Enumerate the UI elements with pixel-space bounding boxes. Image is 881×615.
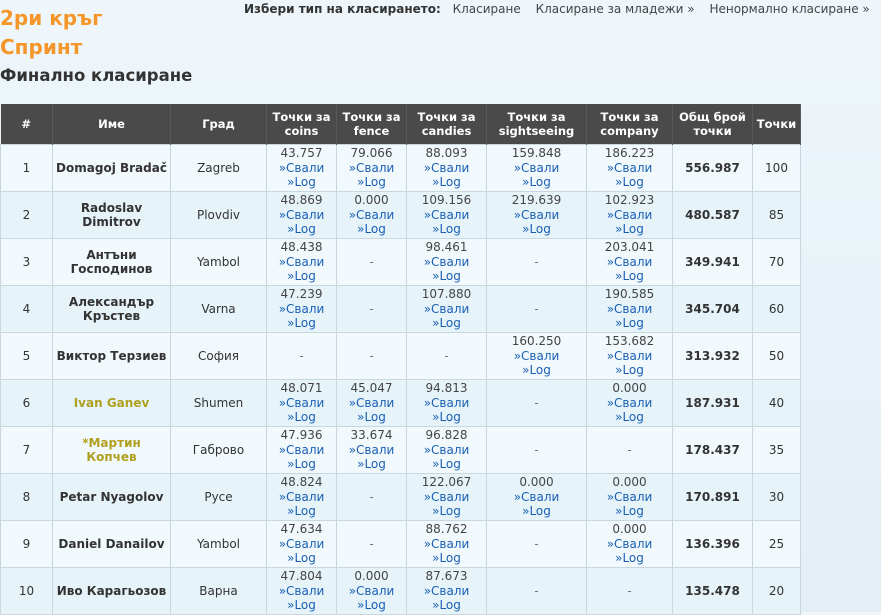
score-cell-company [587,380,673,427]
city-cell: Русе [171,474,267,521]
log-link[interactable]: »Log [357,598,386,613]
log-link[interactable]: »Log [287,222,316,237]
table-row [1,286,801,333]
score-cell-coins [267,239,337,286]
download-link[interactable]: »Свали [423,489,470,504]
log-link[interactable]: »Log [432,598,461,613]
log-link[interactable]: »Log [432,457,461,472]
ranking-option-all[interactable]: Класиране [452,2,521,16]
rank-cell: 5 [1,333,53,380]
empty-score: - [369,254,374,269]
score-cell-company [587,474,673,521]
log-link[interactable]: »Log [287,598,316,613]
score-cell-sightseeing [487,568,587,615]
download-link[interactable]: »Свали [348,207,395,222]
contestant-name[interactable]: Ivan Ganev [53,380,171,427]
table-row [1,239,801,286]
score-cell-candies [407,474,487,521]
score-cell-candies [407,427,487,474]
score-cell-candies [407,568,487,615]
download-link[interactable]: »Свали [423,536,470,551]
download-link[interactable]: »Свали [606,536,653,551]
download-link[interactable]: »Свали [278,489,325,504]
score-value: 47.634 [280,522,323,537]
ranking-option-abnormal[interactable]: Ненормално класиране » [709,2,870,16]
col-header-company: Точки за company [587,104,673,145]
score-cell-candies [407,521,487,568]
score-value: 47.239 [280,287,323,302]
score-value: 203.041 [604,240,655,255]
city-cell: София [171,333,267,380]
log-link[interactable]: »Log [287,551,316,566]
download-link[interactable]: »Свали [423,254,470,269]
log-link[interactable]: »Log [432,222,461,237]
download-link[interactable]: »Свали [278,254,325,269]
city-cell: Варна [171,568,267,615]
score-cell-sightseeing [487,474,587,521]
points-cell: 20 [753,568,801,615]
ranking-type-nav [244,2,881,16]
score-value: 0.000 [354,569,389,584]
score-value: 109.156 [421,193,472,208]
contestant-name[interactable]: *Мартин Копчев [53,427,171,474]
points-cell: 100 [753,145,801,192]
city-cell: Габрово [171,427,267,474]
log-link[interactable]: »Log [357,222,386,237]
log-link[interactable]: »Log [432,504,461,519]
score-cell-sightseeing [487,380,587,427]
log-link[interactable]: »Log [522,175,551,190]
download-link[interactable]: »Свали [606,348,653,363]
score-cell-candies [407,192,487,239]
total-cell: 178.437 [673,427,753,474]
score-value: 0.000 [612,475,647,490]
results-table [0,104,801,615]
score-value: 88.762 [425,522,468,537]
contest-title: Спринт [0,35,83,59]
total-cell: 349.941 [673,239,753,286]
score-cell-company [587,145,673,192]
score-cell-coins [267,145,337,192]
score-cell-sightseeing [487,286,587,333]
ranking-option-juniors[interactable]: Класиране за младежи » [535,2,695,16]
download-link[interactable]: »Свали [423,583,470,598]
score-cell-sightseeing [487,145,587,192]
score-cell-coins [267,568,337,615]
score-cell-fence [337,521,407,568]
table-row [1,521,801,568]
points-cell: 50 [753,333,801,380]
log-link[interactable]: »Log [615,175,644,190]
score-value: 47.804 [280,569,323,584]
download-link[interactable]: »Свали [278,207,325,222]
score-value: 96.828 [425,428,468,443]
contestant-name[interactable]: Александър Кръстев [53,286,171,333]
score-cell-sightseeing [487,333,587,380]
col-header-sightseeing: Точки за sightseeing [487,104,587,145]
points-cell: 25 [753,521,801,568]
download-link[interactable]: »Свали [278,395,325,410]
col-header-total: Общ брой точки [673,104,753,145]
log-link[interactable]: »Log [615,269,644,284]
rank-cell: 2 [1,192,53,239]
log-link[interactable]: »Log [522,504,551,519]
log-link[interactable]: »Log [357,457,386,472]
empty-score: - [627,442,632,457]
score-cell-company [587,239,673,286]
score-cell-coins [267,521,337,568]
total-cell: 345.704 [673,286,753,333]
score-value: 47.936 [280,428,323,443]
empty-score: - [369,489,374,504]
log-link[interactable]: »Log [287,504,316,519]
log-link[interactable]: »Log [615,504,644,519]
rank-cell: 6 [1,380,53,427]
score-value: 0.000 [612,381,647,396]
download-link[interactable]: »Свали [606,160,653,175]
page-subtitle: Финално класиране [0,66,193,85]
table-row [1,474,801,521]
score-value: 48.869 [280,193,323,208]
log-link[interactable]: »Log [432,316,461,331]
score-cell-fence [337,239,407,286]
log-link[interactable]: »Log [432,175,461,190]
score-value: 0.000 [612,522,647,537]
score-cell-company [587,286,673,333]
rank-cell: 8 [1,474,53,521]
rank-cell: 9 [1,521,53,568]
download-link[interactable]: »Свали [348,583,395,598]
log-link[interactable]: »Log [615,316,644,331]
download-link[interactable]: »Свали [423,160,470,175]
download-link[interactable]: »Свали [606,489,653,504]
download-link[interactable]: »Свали [606,207,653,222]
score-value: 45.047 [350,381,393,396]
empty-score: - [299,348,304,363]
download-link[interactable]: »Свали [513,160,560,175]
empty-score: - [369,536,374,551]
contestant-name[interactable]: Антъни Господинов [53,239,171,286]
log-link[interactable]: »Log [615,551,644,566]
score-cell-coins [267,380,337,427]
col-header-coins: Точки за coins [267,104,337,145]
city-cell: Zagreb [171,145,267,192]
table-row [1,380,801,427]
empty-score: - [369,348,374,363]
total-cell: 556.987 [673,145,753,192]
score-value: 0.000 [519,475,554,490]
table-row [1,145,801,192]
score-cell-fence [337,286,407,333]
download-link[interactable]: »Свали [348,395,395,410]
score-value: 107.880 [421,287,472,302]
score-cell-candies [407,145,487,192]
score-value: 88.093 [425,146,468,161]
score-cell-company [587,192,673,239]
score-value: 160.250 [511,334,562,349]
score-cell-fence [337,474,407,521]
score-value: 219.639 [511,193,562,208]
score-cell-fence [337,380,407,427]
score-cell-company [587,568,673,615]
log-link[interactable]: »Log [432,269,461,284]
table-row [1,192,801,239]
log-link[interactable]: »Log [522,363,551,378]
download-link[interactable]: »Свали [348,160,395,175]
log-link[interactable]: »Log [432,551,461,566]
table-header-row [1,104,801,145]
score-cell-fence [337,568,407,615]
total-cell: 170.891 [673,474,753,521]
score-cell-sightseeing [487,427,587,474]
score-cell-company [587,521,673,568]
score-cell-coins [267,192,337,239]
download-link[interactable]: »Свали [423,395,470,410]
score-cell-fence [337,145,407,192]
log-link[interactable]: »Log [287,316,316,331]
city-cell: Varna [171,286,267,333]
score-value: 48.438 [280,240,323,255]
contestant-name[interactable]: Виктор Терзиев [53,333,171,380]
points-cell: 30 [753,474,801,521]
score-cell-fence [337,427,407,474]
contestant-name[interactable]: Domagoj Bradač [53,145,171,192]
rank-cell: 3 [1,239,53,286]
table-row [1,333,801,380]
download-link[interactable]: »Свали [606,254,653,269]
score-cell-fence [337,333,407,380]
score-cell-coins [267,333,337,380]
log-link[interactable]: »Log [432,410,461,425]
log-link[interactable]: »Log [615,410,644,425]
city-cell: Shumen [171,380,267,427]
city-cell: Yambol [171,521,267,568]
download-link[interactable]: »Свали [278,536,325,551]
contestant-name[interactable]: Иво Карагьозов [53,568,171,615]
score-value: 159.848 [511,146,562,161]
results-body [1,145,801,615]
city-cell: Yambol [171,239,267,286]
total-cell: 187.931 [673,380,753,427]
score-value: 153.682 [604,334,655,349]
score-value: 98.461 [425,240,468,255]
download-link[interactable]: »Свали [278,442,325,457]
points-cell: 60 [753,286,801,333]
table-row [1,568,801,615]
contestant-name[interactable]: Daniel Danailov [53,521,171,568]
download-link[interactable]: »Свали [606,395,653,410]
score-value: 43.757 [280,146,323,161]
score-value: 122.067 [421,475,472,490]
score-value: 94.813 [425,381,468,396]
score-cell-candies [407,380,487,427]
score-cell-fence [337,192,407,239]
score-value: 48.824 [280,475,323,490]
points-cell: 70 [753,239,801,286]
points-cell: 85 [753,192,801,239]
empty-score: - [534,583,539,598]
download-link[interactable]: »Свали [513,489,560,504]
download-link[interactable]: »Свали [348,442,395,457]
empty-score: - [534,536,539,551]
contestant-name[interactable]: Petar Nyagolov [53,474,171,521]
download-link[interactable]: »Свали [513,207,560,222]
score-cell-coins [267,427,337,474]
score-value: 0.000 [354,193,389,208]
col-header-name: Име [53,104,171,145]
download-link[interactable]: »Свали [278,583,325,598]
empty-score: - [627,583,632,598]
round-title: 2ри кръг [0,6,103,30]
download-link[interactable]: »Свали [606,301,653,316]
score-cell-candies [407,239,487,286]
score-value: 87.673 [425,569,468,584]
score-cell-sightseeing [487,192,587,239]
score-value: 186.223 [604,146,655,161]
rank-cell: 1 [1,145,53,192]
col-header-points: Точки [753,104,801,145]
score-cell-coins [267,474,337,521]
rank-cell: 4 [1,286,53,333]
total-cell: 313.932 [673,333,753,380]
points-cell: 40 [753,380,801,427]
download-link[interactable]: »Свали [423,442,470,457]
total-cell: 135.478 [673,568,753,615]
log-link[interactable]: »Log [615,363,644,378]
log-link[interactable]: »Log [615,222,644,237]
download-link[interactable]: »Свали [513,348,560,363]
download-link[interactable]: »Свали [278,301,325,316]
log-link[interactable]: »Log [357,175,386,190]
empty-score: - [534,254,539,269]
rank-cell: 7 [1,427,53,474]
col-header-city: Град [171,104,267,145]
col-header-fence: Точки за fence [337,104,407,145]
col-header-rank: # [1,104,53,145]
log-link[interactable]: »Log [287,457,316,472]
score-value: 102.923 [604,193,655,208]
empty-score: - [534,301,539,316]
download-link[interactable]: »Свали [423,207,470,222]
rank-cell: 10 [1,568,53,615]
score-cell-candies [407,286,487,333]
points-cell: 35 [753,427,801,474]
download-link[interactable]: »Свали [423,301,470,316]
score-cell-candies [407,333,487,380]
city-cell: Plovdiv [171,192,267,239]
score-value: 79.066 [350,146,393,161]
log-link[interactable]: »Log [522,222,551,237]
download-link[interactable]: »Свали [278,160,325,175]
score-cell-company [587,427,673,474]
log-link[interactable]: »Log [287,269,316,284]
score-value: 48.071 [280,381,323,396]
contestant-name[interactable]: Radoslav Dimitrov [53,192,171,239]
score-cell-sightseeing [487,239,587,286]
log-link[interactable]: »Log [287,175,316,190]
empty-score: - [444,348,449,363]
total-cell: 480.587 [673,192,753,239]
empty-score: - [534,442,539,457]
table-row [1,427,801,474]
empty-score: - [369,301,374,316]
empty-score: - [534,395,539,410]
score-value: 190.585 [604,287,655,302]
score-cell-company [587,333,673,380]
score-value: 33.674 [350,428,393,443]
log-link[interactable]: »Log [287,410,316,425]
col-header-candies: Точки за candies [407,104,487,145]
ranking-type-label: Избери тип на класирането: [244,2,441,16]
score-cell-sightseeing [487,521,587,568]
total-cell: 136.396 [673,521,753,568]
score-cell-coins [267,286,337,333]
log-link[interactable]: »Log [357,410,386,425]
